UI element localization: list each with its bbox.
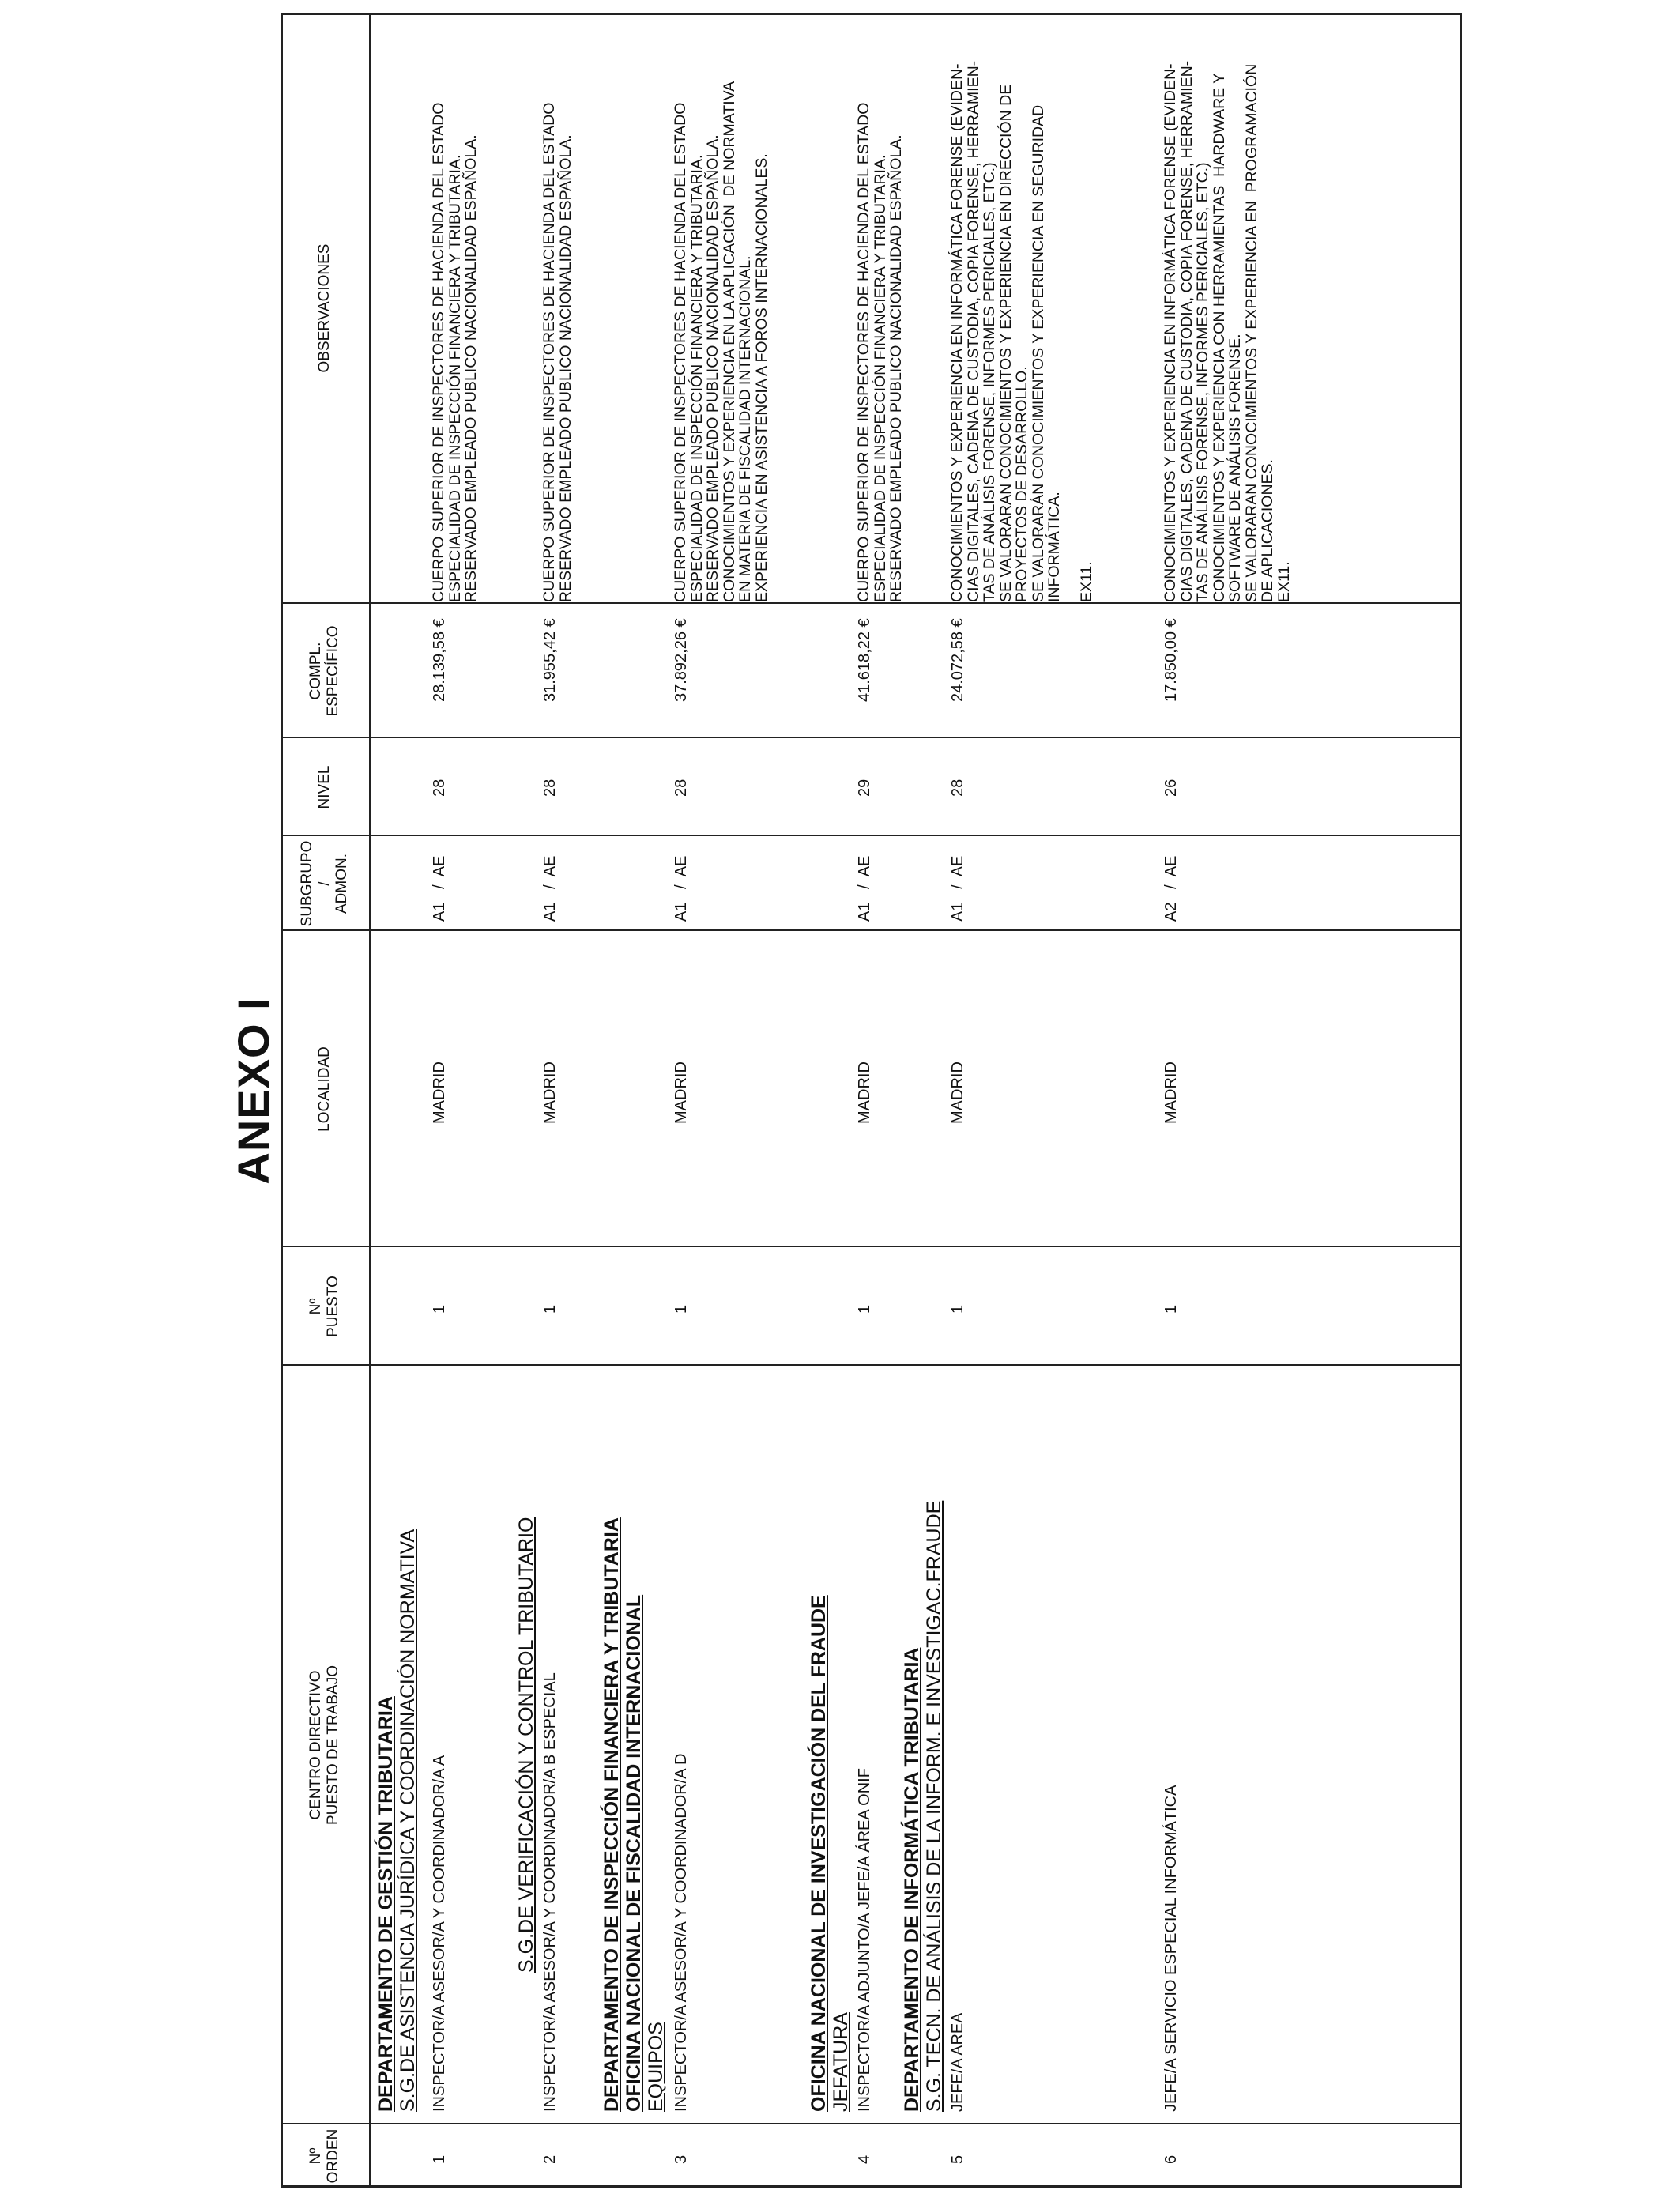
cell-subgrupo: A2 / AE [1162, 855, 1180, 922]
cell-observaciones: CONOCIMIENTOS Y EXPERIENCIA EN INFORMÁTICA FORENSE (EVIDEN- CIAS DIGITALES, CADENA DE CUSTODIA, COPIA FORENSE, HERRAMIEN- TAS DE ANÁLISIS FORENSE, INFORMES PERICIALES, ETC.) CONOCIMIENTOS Y EXPERIENCIA CON HERRAMIENTAS HARDWARE Y SOFTWARE DE ANÁLISIS FORENSE. SE VALORARAN CONOCIMIENTOS Y EXPERIENCIA EN PROGRAMACIÓN DE APLICACIONES. EX11. [1162, 60, 1293, 602]
col-divider [281, 2123, 1462, 2124]
cell-localidad: MADRID [541, 1061, 559, 1124]
col-divider [281, 737, 1462, 738]
cell-num-puesto: 1 [672, 1304, 690, 1314]
cell-num-puesto: 1 [949, 1304, 966, 1314]
cell-localidad: MADRID [949, 1061, 966, 1124]
cell-compl: 37.892,26 € [672, 618, 690, 702]
header-observaciones: OBSERVACIONES [316, 243, 333, 373]
section-sub-equipos: EQUIPOS [645, 2022, 667, 2112]
cell-nivel: 28 [672, 778, 690, 797]
cell-observaciones: CONOCIMIENTOS Y EXPERIENCIA EN INFORMÁTICA FORENSE (EVIDEN- CIAS DIGITALES, CADENA DE CUSTODIA, COPIA FORENSE, HERRAMIEN- TAS DE ANÁLISIS FORENSE, INFORMES PERICIALES, ETC.) SE VALORARAN CONOCIMIENTOS Y EXPERIENCIA EN DIRECCIÓN DE PROYECTOS DE DESARROLLO. SE VALORARÁN CONOCIMIENTOS Y EXPERIENCIA EN SEGURIDAD INFORMÁTICA. EX11. [948, 60, 1095, 602]
cell-nivel: 28 [541, 778, 559, 797]
cell-subgrupo: A1 / AE [541, 855, 559, 922]
header-subgrupo: SUBGRUPO / ADMON. [299, 840, 350, 927]
cell-localidad: MADRID [672, 1061, 690, 1124]
cell-puesto-trabajo: INSPECTOR/A ADJUNTO/A JEFE/A ÁREA ONIF [856, 1768, 873, 2112]
cell-puesto-trabajo: JEFE/A SERVICIO ESPECIAL INFORMÁTICA [1162, 1785, 1180, 2112]
section-sub-analisis: S.G. TECN. DE ANÁLISIS DE LA INFORM. E INVESTIGAC.FRAUDE [923, 1500, 945, 2112]
section-sub-asistencia: S.G.DE ASISTENCIA JURÍDICA Y COORDINACIÓN NORMATIVA [397, 1529, 419, 2112]
col-divider [281, 1364, 1462, 1366]
col-divider [281, 602, 1462, 604]
header-nivel: NIVEL [316, 765, 333, 809]
cell-nivel: 28 [949, 778, 966, 797]
cell-puesto-trabajo: INSPECTOR/A ASESOR/A Y COORDINADOR/A A [431, 1755, 448, 2112]
cell-num-puesto: 1 [431, 1304, 448, 1314]
section-dept-informatica: DEPARTAMENTO DE INFORMÁTICA TRIBUTARIA [901, 1647, 923, 2112]
cell-localidad: MADRID [431, 1061, 448, 1124]
cell-orden: 5 [949, 2154, 966, 2164]
section-office-fiscalidad: OFICINA NACIONAL DE FISCALIDAD INTERNACIONAL [623, 1594, 645, 2112]
section-sub-verificacion: S.G.DE VERIFICACIÓN Y CONTROL TRIBUTARIO [515, 1517, 537, 1973]
cell-compl: 31.955,42 € [541, 618, 559, 702]
cell-observaciones: CUERPO SUPERIOR DE INSPECTORES DE HACIENDA DEL ESTADO ESPECIALIDAD DE INSPECCIÓN FINANCIERA Y TRIBUTARIA. RESERVADO EMPLEADO PUBLICO NACIONALIDAD ESPAÑOLA. [855, 102, 905, 602]
cell-observaciones: CUERPO SUPERIOR DE INSPECTORES DE HACIENDA DEL ESTADO ESPECIALIDAD DE INSPECCIÓN FINANCIERA Y TRIBUTARIA. RESERVADO EMPLEADO PUBLICO NACIONALIDAD ESPAÑOLA. [430, 102, 480, 602]
col-divider [281, 1246, 1462, 1247]
cell-num-puesto: 1 [541, 1304, 559, 1314]
header-rule [369, 13, 371, 2188]
col-divider [281, 835, 1462, 836]
cell-puesto-trabajo: INSPECTOR/A ASESOR/A Y COORDINADOR/A B ESPECIAL [541, 1672, 559, 2112]
col-divider [281, 929, 1462, 931]
cell-orden: 2 [541, 2154, 559, 2164]
cell-compl: 24.072,58 € [949, 618, 966, 702]
cell-subgrupo: A1 / AE [672, 855, 690, 922]
cell-puesto-trabajo: INSPECTOR/A ASESOR/A Y COORDINADOR/A D [672, 1753, 690, 2112]
cell-observaciones: CUERPO SUPERIOR DE INSPECTORES DE HACIENDA DEL ESTADO RESERVADO EMPLEADO PUBLICO NACIONALIDAD ESPAÑOLA. [541, 102, 574, 602]
section-dept-gestion: DEPARTAMENTO DE GESTIÓN TRIBUTARIA [375, 1696, 397, 2112]
cell-localidad: MADRID [1162, 1061, 1180, 1124]
cell-puesto-trabajo: JEFE/A AREA [949, 2012, 966, 2112]
page-title: ANEXO I [228, 997, 278, 1185]
header-localidad: LOCALIDAD [316, 1046, 333, 1132]
cell-num-puesto: 1 [856, 1304, 873, 1314]
header-centro: CENTRO DIRECTIVO PUESTO DE TRABAJO [307, 1665, 341, 1826]
rotated-table [281, 13, 1462, 2188]
cell-nivel: 26 [1162, 778, 1180, 797]
cell-orden: 1 [431, 2154, 448, 2164]
cell-subgrupo: A1 / AE [856, 855, 873, 922]
header-orden: Nº ORDEN [307, 2128, 341, 2184]
header-puesto: Nº PUESTO [307, 1276, 341, 1337]
cell-compl: 28.139,58 € [431, 618, 448, 702]
cell-orden: 4 [856, 2154, 873, 2164]
cell-subgrupo: A1 / AE [431, 855, 448, 922]
cell-compl: 41.618,22 € [856, 618, 873, 702]
cell-subgrupo: A1 / AE [949, 855, 966, 922]
section-sub-jefatura: JEFATURA [830, 2012, 852, 2112]
section-dept-inspeccion: DEPARTAMENTO DE INSPECCIÓN FINANCIERA Y TRIBUTARIA [601, 1517, 623, 2112]
cell-num-puesto: 1 [1162, 1304, 1180, 1314]
cell-orden: 3 [672, 2154, 690, 2164]
cell-localidad: MADRID [856, 1061, 873, 1124]
cell-orden: 6 [1162, 2154, 1180, 2164]
cell-nivel: 29 [856, 778, 873, 797]
cell-compl: 17.850,00 € [1162, 618, 1180, 702]
cell-observaciones: CUERPO SUPERIOR DE INSPECTORES DE HACIENDA DEL ESTADO ESPECIALIDAD DE INSPECCIÓN FINANCIERA Y TRIBUTARIA. RESERVADO EMPLEADO PUBLICO NACIONALIDAD ESPAÑOLA. CONOCIMIENTOS Y EXPERIENCIA EN LA APLICACIÓN DE NORMATIVA EN MATERIA DE FISCALIDAD INTERNACIONAL. EXPERIENCIA EN ASISTENCIA A FOROS INTERNACIONALES. [672, 81, 770, 602]
cell-nivel: 28 [431, 778, 448, 797]
header-compl: COMPL. ESPECÍFICO [307, 625, 341, 717]
section-office-investigacion: OFICINA NACIONAL DE INVESTIGACIÓN DEL FRAUDE [808, 1595, 830, 2112]
